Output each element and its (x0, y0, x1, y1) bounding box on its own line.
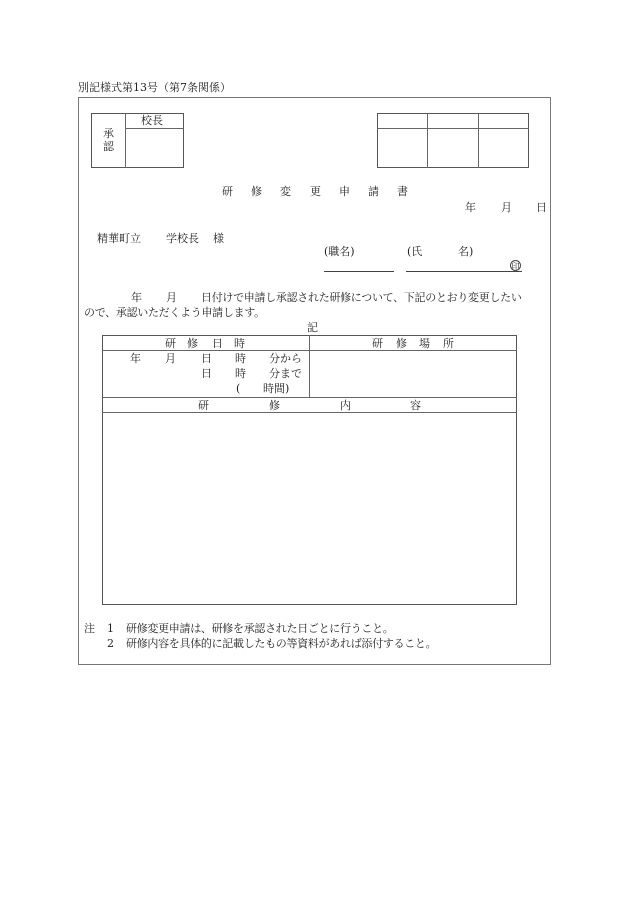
title-char: 研 (222, 185, 233, 198)
date-day-label: 日 (536, 201, 547, 214)
position-label: (職名) (324, 245, 355, 258)
header-char: 修 (269, 399, 280, 412)
dt-end-day: 日 (201, 367, 212, 380)
dt-start-day: 日 (201, 352, 212, 365)
header-char: 内 (340, 399, 351, 412)
body-line-1: 日付けで申請し承認された研修について、下記のとおり変更したい (201, 291, 522, 304)
header-char: 研 (198, 399, 209, 412)
date-month-label: 月 (501, 201, 512, 214)
note-number: 1 (107, 622, 114, 635)
header-char: 時 (234, 337, 245, 350)
table-row-line (102, 397, 517, 398)
dt-end-hour: 時 (235, 367, 246, 380)
header-char: 修 (187, 337, 198, 350)
title-char: 修 (251, 185, 262, 198)
dt-end-minute: 分まで (269, 367, 302, 380)
header-char: 研 (372, 337, 383, 350)
dt-start-month: 月 (165, 352, 176, 365)
ki-label: 記 (307, 321, 318, 334)
training-location-field[interactable] (310, 351, 516, 397)
note-number: 2 (107, 637, 114, 650)
title-char: 書 (397, 185, 408, 198)
stamp-field-3[interactable] (479, 129, 528, 167)
name-field[interactable] (406, 259, 522, 272)
date-year-label: 年 (465, 201, 476, 214)
form-number-header: 別記様式第13号（第7条関係） (78, 81, 231, 94)
header-char: 所 (443, 337, 454, 350)
dt-duration-hours: 時間) (263, 382, 290, 395)
training-datetime-field[interactable] (103, 351, 309, 397)
principal-seal-field[interactable] (125, 128, 184, 168)
header-char: 修 (396, 337, 407, 350)
header-char: 場 (419, 337, 430, 350)
title-char: 申 (339, 185, 350, 198)
title-char: 変 (280, 185, 291, 198)
approval-label-2: 認 (103, 140, 114, 153)
name-label-open: (氏 (407, 245, 423, 258)
addressee-town: 精華町立 (97, 232, 141, 245)
notes-label: 注 (84, 622, 95, 635)
addressee-honorific: 様 (213, 232, 224, 245)
header-char: 日 (212, 337, 223, 350)
body-month: 月 (166, 291, 177, 304)
note-text: 研修変更申請は、研修を承認された日ごとに行うこと。 (126, 622, 394, 635)
note-text: 研修内容を具体的に記載したもの等資料があれば添付すること。 (126, 637, 437, 650)
dt-duration-open: ( (236, 382, 241, 395)
position-field[interactable] (324, 259, 394, 272)
header-char: 容 (410, 399, 421, 412)
body-line-2: ので、承認いただくよう申請します。 (84, 306, 265, 319)
training-content-field[interactable] (103, 413, 516, 604)
body-year: 年 (131, 291, 142, 304)
dt-start-minute: 分から (269, 352, 302, 365)
title-char: 更 (310, 185, 321, 198)
seal-icon: 印 (511, 262, 520, 271)
addressee-principal: 学校長 (166, 232, 199, 245)
approval-label-1: 承 (103, 127, 114, 140)
header-char: 研 (165, 337, 176, 350)
dt-start-hour: 時 (235, 352, 246, 365)
stamp-field-2[interactable] (428, 129, 478, 167)
title-char: 請 (368, 185, 379, 198)
principal-column-header: 校長 (141, 114, 163, 127)
dt-start-year: 年 (130, 352, 141, 365)
name-label-close: 名) (458, 245, 474, 258)
stamp-field-1[interactable] (378, 129, 427, 167)
